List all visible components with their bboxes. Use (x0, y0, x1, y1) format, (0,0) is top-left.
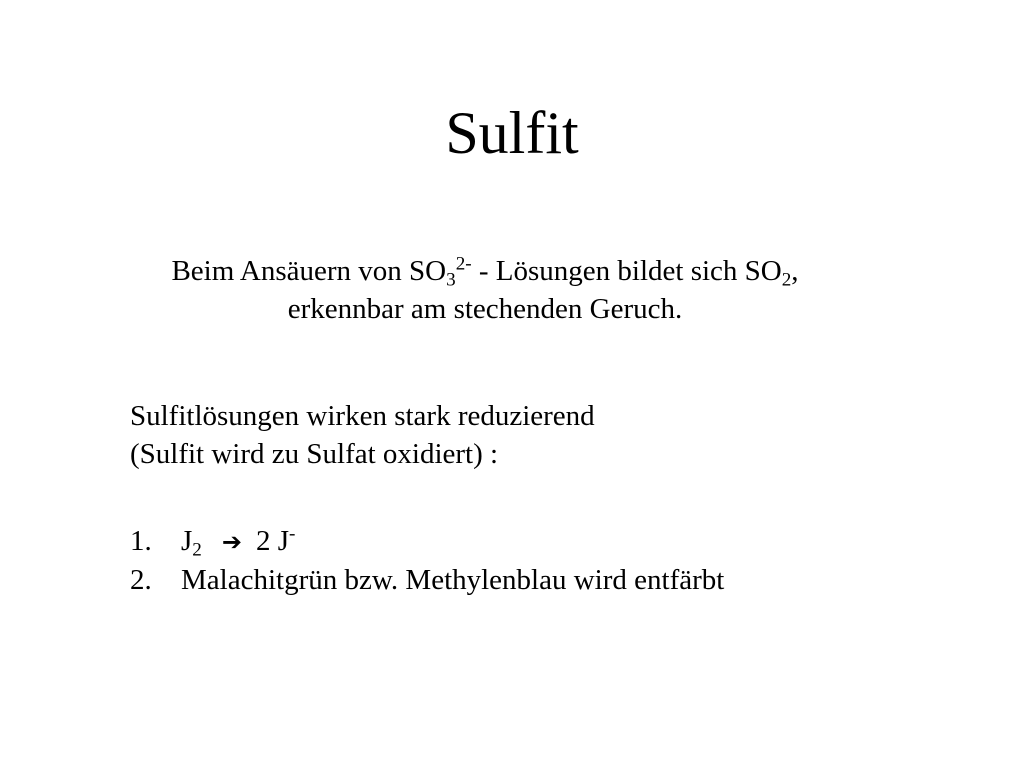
list-item (130, 561, 724, 599)
subscript: 2 (192, 539, 202, 561)
arrow-right-icon: ➔ (221, 528, 242, 556)
paragraph-line-1: Sulfitlösungen wirken stark reduzierend (130, 400, 595, 432)
intro-line-2: erkennbar am stechenden Geruch. (287, 293, 683, 325)
subscript: 2 (781, 269, 792, 291)
reactant: J (181, 525, 193, 557)
product: 2 J (255, 525, 290, 557)
list-text: Malachitgrün bzw. Methylenblau wird entfärbt (181, 564, 725, 596)
subscript: 3 (446, 269, 456, 291)
intro-text (0, 252, 970, 328)
reduction-paragraph (130, 397, 595, 473)
list-item (130, 522, 724, 561)
intro-text-part: Beim Ansäuern von SO (171, 255, 447, 287)
slide-title: Sulfit (445, 100, 579, 166)
paragraph-line-2: (Sulfit wird zu Sulfat oxidiert) : (130, 438, 499, 470)
superscript: - (289, 523, 296, 545)
intro-line-1 (0, 252, 970, 290)
superscript: 2- (455, 253, 472, 275)
intro-text-part: - Lösungen bildet sich SO (471, 255, 782, 287)
list-number: 1. (130, 525, 152, 557)
list-number: 2. (130, 564, 152, 596)
reaction-list (130, 522, 724, 599)
intro-text-part: , (791, 255, 799, 287)
